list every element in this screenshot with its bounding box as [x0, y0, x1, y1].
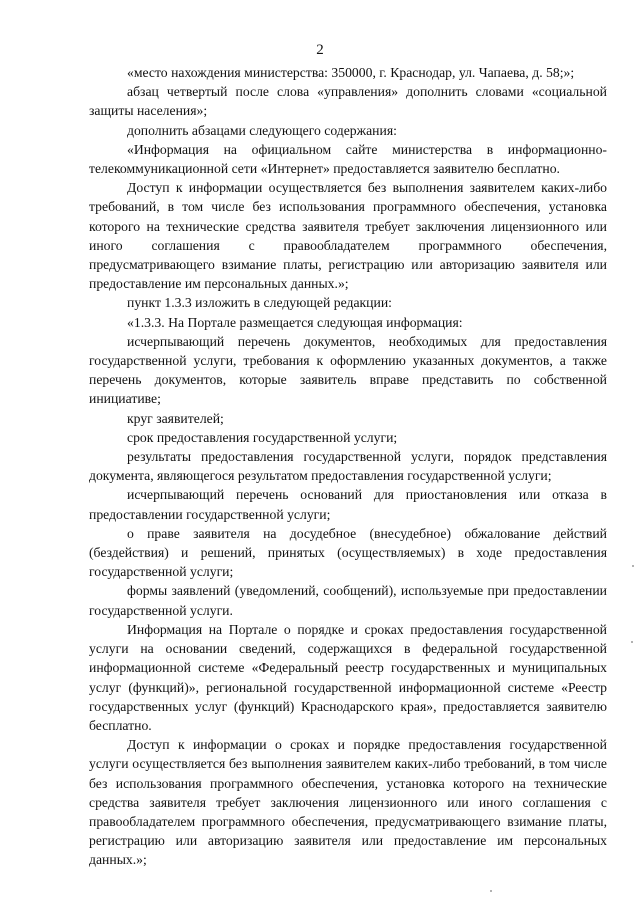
- scan-speck: [632, 565, 634, 567]
- paragraph-fourth-abzac: абзац четвертый после слова «управления» дополнить словами «социальной защиты населения»;: [89, 84, 607, 119]
- list-item-grounds: исчерпывающий перечень оснований для приостановления или отказа в предоставлении государственной услуги;: [89, 487, 607, 522]
- scan-speck: [490, 890, 492, 892]
- list-item-documents: исчерпывающий перечень документов, необходимых для предоставления государственной услуги, требования к оформлению указанных документов, а также перечень документов, которые заявитель вправе представить по собственной инициативе;: [89, 333, 607, 407]
- paragraph-add-intro: дополнить абзацами следующего содержания:: [127, 122, 397, 138]
- page-number: 2: [316, 42, 324, 58]
- list-item-appeal: о праве заявителя на досудебное (внесудебное) обжалование действий (бездействия) и решений, принятых (осуществляемых) в ходе предоставления государственной услуги;: [89, 525, 607, 580]
- paragraph-portal-info: «1.3.3. На Портале размещается следующая информация:: [127, 314, 463, 330]
- list-item-term: срок предоставления государственной услуги;: [127, 429, 398, 445]
- paragraph-access-terms: Доступ к информации о сроках и порядке предоставления государственной услуги осуществляется без выполнения заявителем каких-либо требований, в том числе без использования программного обеспечения, установка которого на технические средства заявителя требует заключения лицензионного или иного соглашения с правообладателем программного обеспечения, предусматривающего взимание платы, регистрацию или авторизацию заявителя или предоставление им персональных данных.»;: [89, 737, 607, 868]
- list-item-applicants: круг заявителей;: [127, 410, 224, 426]
- paragraph-clause-1-3-3: пункт 1.3.3 изложить в следующей редакции:: [127, 295, 392, 311]
- list-item-forms: формы заявлений (уведомлений, сообщений), используемые при предоставлении государственной услуги.: [89, 583, 607, 618]
- scan-speck: [631, 641, 633, 643]
- document-body: [89, 63, 607, 870]
- paragraph-location: «место нахождения министерства: 350000, г. Краснодар, ул. Чапаева, д. 58;»;: [127, 65, 575, 80]
- paragraph-portal-registry: Информация на Портале о порядке и сроках предоставления государственной услуги на основании сведений, содержащихся в федеральной государственной информационной системе «Федеральный реестр государственных и муниципальных услуг (функций)», региональной государственной информационной системе «Реестр государственных услуг (функций) Краснодарского края», предоставляется заявителю бесплатно.: [89, 621, 607, 733]
- list-item-results: результаты предоставления государственной услуги, порядок представления документа, являющегося результатом предоставления государственной услуги;: [89, 449, 607, 484]
- paragraph-access-info: Доступ к информации осуществляется без выполнения заявителем каких-либо требований, в том числе без использования программного обеспечения, установка которого на технические средства заявителя требует заключения лицензионного или иного соглашения с правообладателем программного обеспечения, предусматривающего взимание платы, регистрацию или авторизацию заявителя или предоставление им персональных данных.»;: [89, 180, 607, 292]
- paragraph-website-info: «Информация на официальном сайте министерства в информационно-телекоммуникационной сети «Интернет» предоставляется заявителю бесплатно.: [89, 141, 607, 177]
